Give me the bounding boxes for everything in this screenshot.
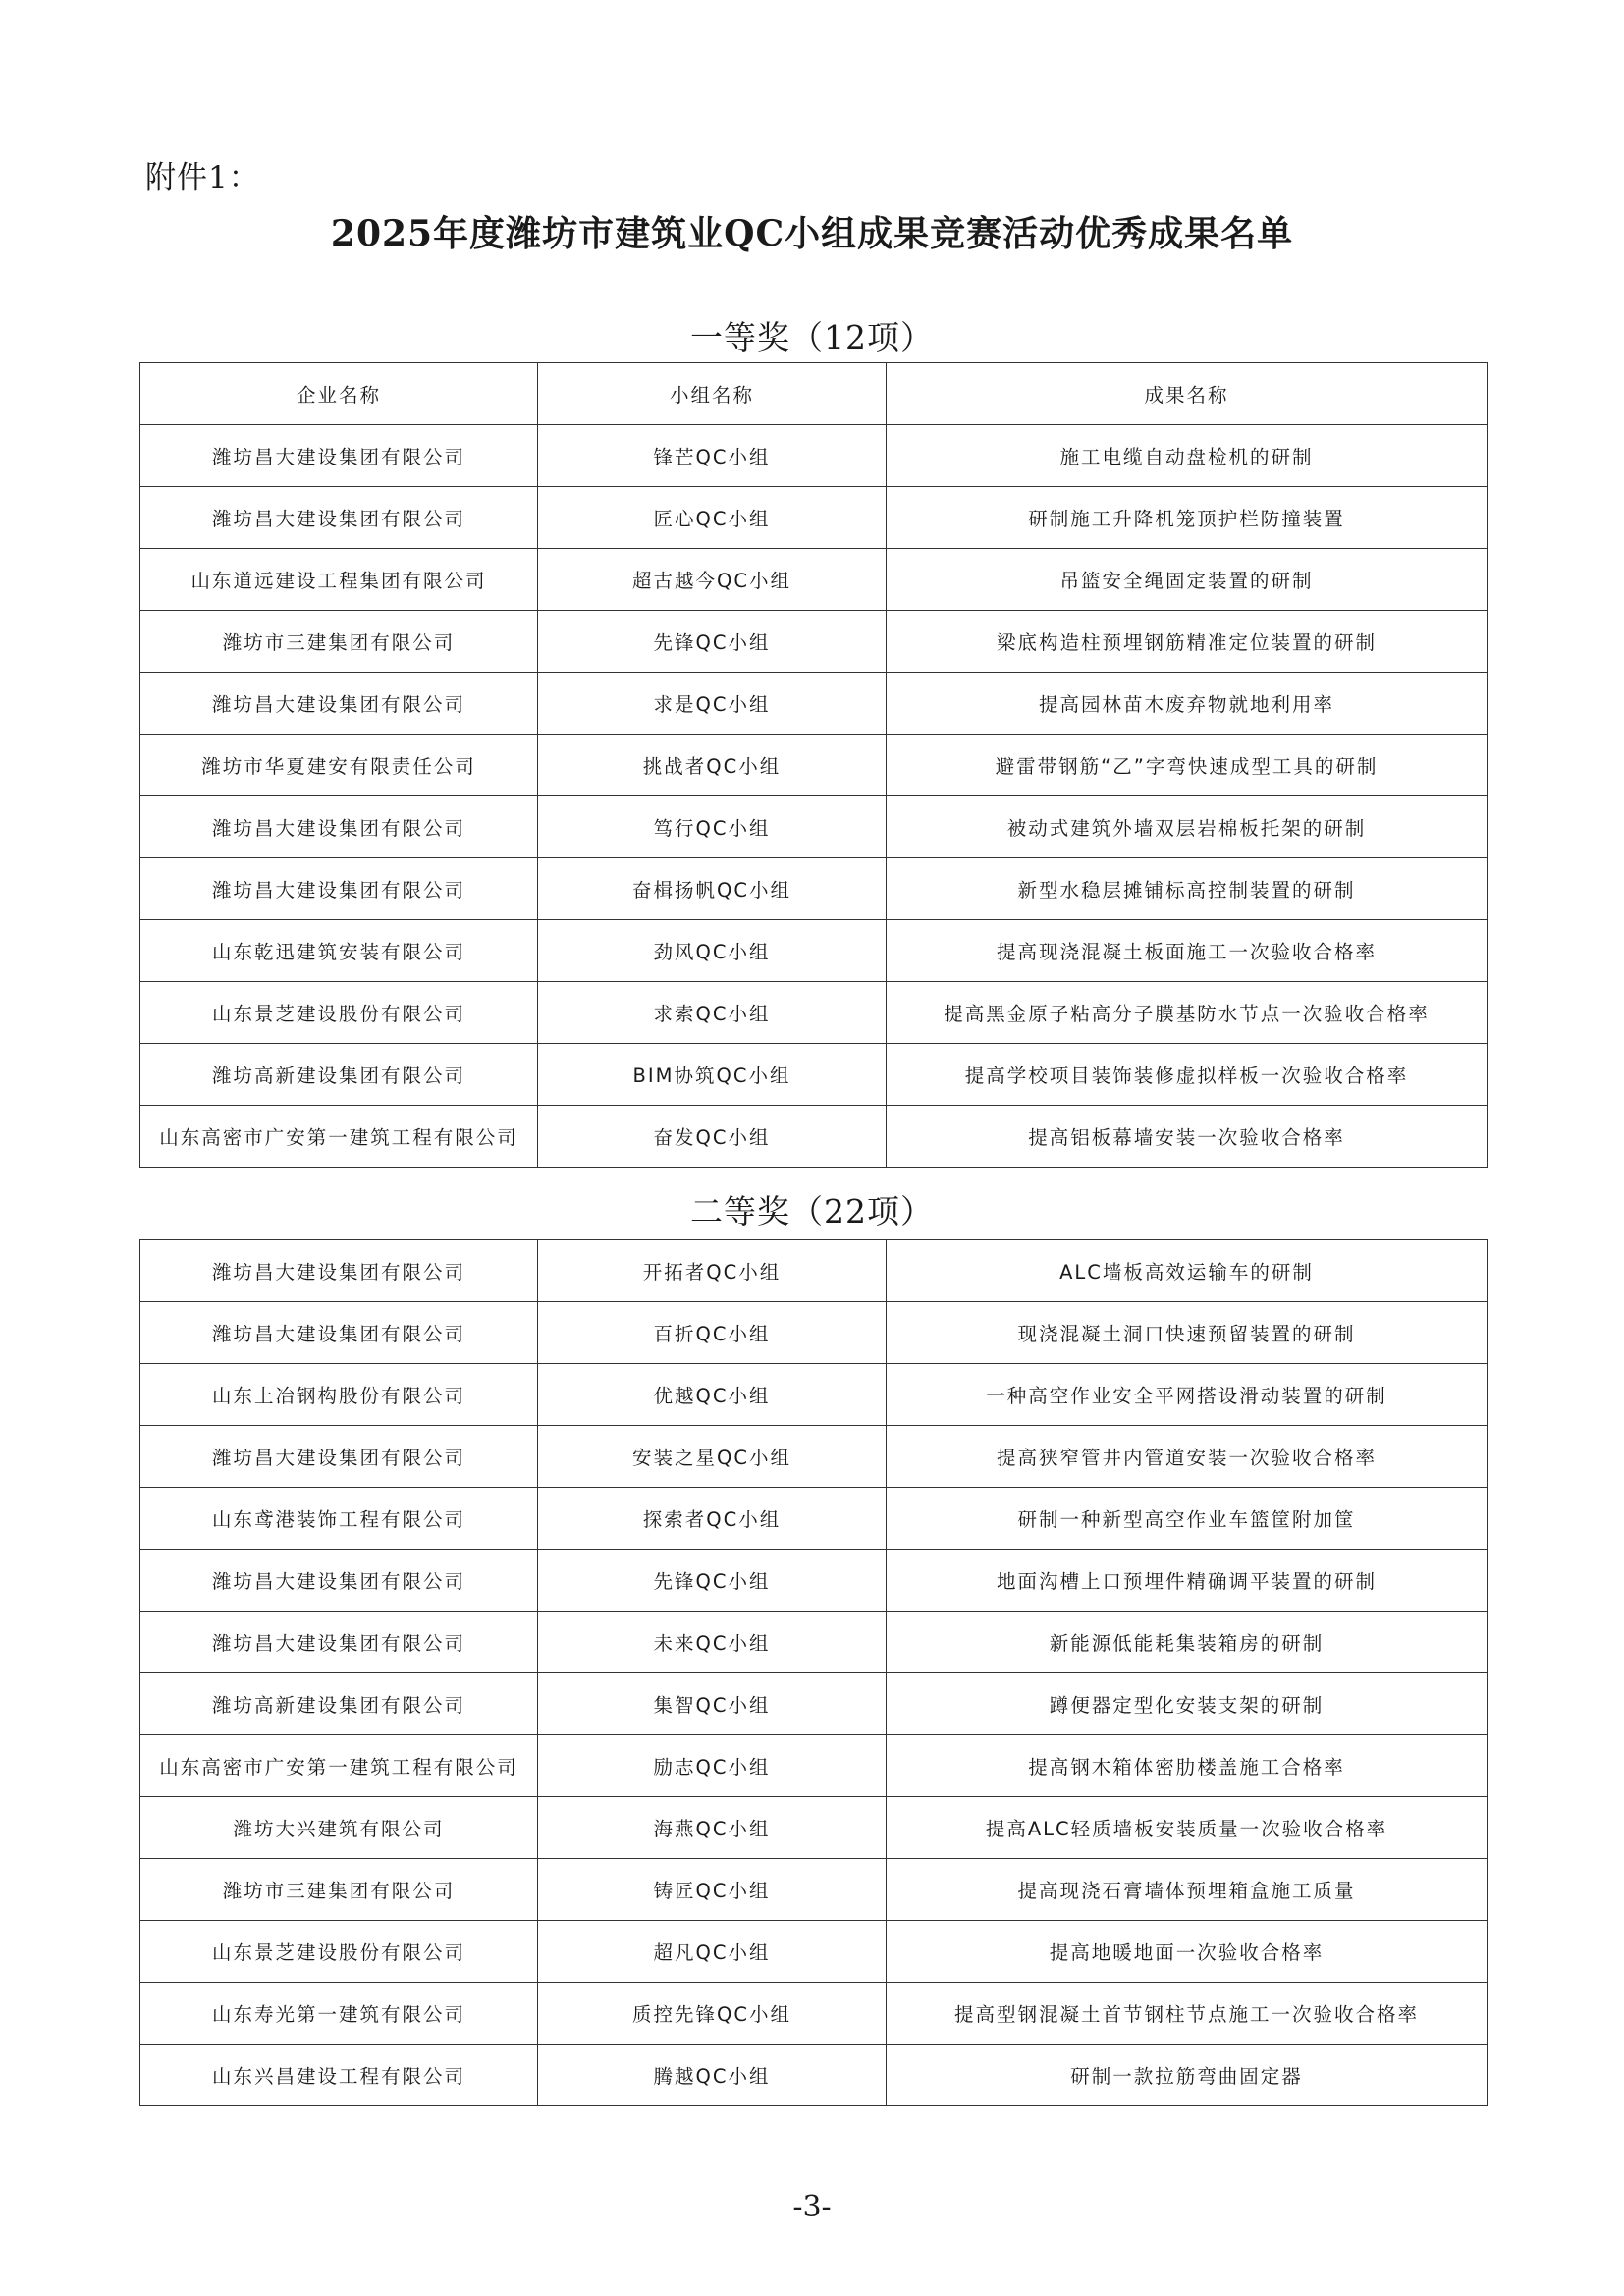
header-company: 企业名称 bbox=[140, 363, 538, 425]
cell-company: 山东景芝建设股份有限公司 bbox=[140, 1921, 538, 1983]
table-header-row bbox=[140, 363, 1488, 425]
cell-company: 潍坊昌大建设集团有限公司 bbox=[140, 673, 538, 735]
cell-group: 笃行QC小组 bbox=[538, 796, 887, 858]
first-prize-heading: 一等奖（12项） bbox=[690, 318, 934, 356]
table-row bbox=[140, 982, 1488, 1044]
cell-result: 提高现浇石膏墙体预埋箱盒施工质量 bbox=[887, 1859, 1488, 1921]
table-row bbox=[140, 1921, 1488, 1983]
table-row bbox=[140, 1735, 1488, 1797]
table-row bbox=[140, 858, 1488, 920]
table-row bbox=[140, 1488, 1488, 1550]
cell-company: 潍坊高新建设集团有限公司 bbox=[140, 1044, 538, 1106]
table-row bbox=[140, 1240, 1488, 1302]
second-prize-table bbox=[139, 1239, 1488, 2106]
cell-group: 劲风QC小组 bbox=[538, 920, 887, 982]
table-row bbox=[140, 796, 1488, 858]
cell-group: 锋芒QC小组 bbox=[538, 425, 887, 487]
cell-result: 一种高空作业安全平网搭设滑动装置的研制 bbox=[887, 1364, 1488, 1426]
table-row bbox=[140, 1983, 1488, 2045]
attachment-label: 附件1： bbox=[145, 160, 260, 195]
cell-group: 奋楫扬帆QC小组 bbox=[538, 858, 887, 920]
cell-company: 潍坊昌大建设集团有限公司 bbox=[140, 1240, 538, 1302]
table-row bbox=[140, 611, 1488, 673]
table-row bbox=[140, 549, 1488, 611]
cell-group: 开拓者QC小组 bbox=[538, 1240, 887, 1302]
cell-result: 提高钢木箱体密肋楼盖施工合格率 bbox=[887, 1735, 1488, 1797]
cell-company: 潍坊昌大建设集团有限公司 bbox=[140, 858, 538, 920]
cell-result: ALC墙板高效运输车的研制 bbox=[887, 1240, 1488, 1302]
table-row bbox=[140, 1550, 1488, 1612]
cell-result: 提高现浇混凝土板面施工一次验收合格率 bbox=[887, 920, 1488, 982]
cell-result: 提高型钢混凝土首节钢柱节点施工一次验收合格率 bbox=[887, 1983, 1488, 2045]
cell-result: 地面沟槽上口预埋件精确调平装置的研制 bbox=[887, 1550, 1488, 1612]
cell-group: 未来QC小组 bbox=[538, 1612, 887, 1673]
cell-company: 潍坊市三建集团有限公司 bbox=[140, 1859, 538, 1921]
cell-company: 山东上冶钢构股份有限公司 bbox=[140, 1364, 538, 1426]
cell-group: 励志QC小组 bbox=[538, 1735, 887, 1797]
table-row bbox=[140, 487, 1488, 549]
document-title: 2025年度潍坊市建筑业QC小组成果竞赛活动优秀成果名单 bbox=[330, 213, 1294, 254]
cell-result: 提高学校项目装饰装修虚拟样板一次验收合格率 bbox=[887, 1044, 1488, 1106]
cell-group: 腾越QC小组 bbox=[538, 2045, 887, 2106]
cell-group: 匠心QC小组 bbox=[538, 487, 887, 549]
cell-group: 先锋QC小组 bbox=[538, 611, 887, 673]
cell-result: 梁底构造柱预埋钢筋精准定位装置的研制 bbox=[887, 611, 1488, 673]
table-row bbox=[140, 1426, 1488, 1488]
cell-company: 潍坊市华夏建安有限责任公司 bbox=[140, 735, 538, 796]
cell-result: 蹲便器定型化安装支架的研制 bbox=[887, 1673, 1488, 1735]
table-row bbox=[140, 1106, 1488, 1168]
cell-group: 奋发QC小组 bbox=[538, 1106, 887, 1168]
table-row bbox=[140, 1044, 1488, 1106]
table-row bbox=[140, 1364, 1488, 1426]
cell-company: 山东兴昌建设工程有限公司 bbox=[140, 2045, 538, 2106]
page-number: -3- bbox=[792, 2190, 832, 2224]
cell-group: BIM协筑QC小组 bbox=[538, 1044, 887, 1106]
cell-group: 百折QC小组 bbox=[538, 1302, 887, 1364]
table-row bbox=[140, 735, 1488, 796]
second-prize-heading: 二等奖（22项） bbox=[690, 1192, 934, 1230]
cell-result: 研制施工升降机笼顶护栏防撞装置 bbox=[887, 487, 1488, 549]
cell-company: 潍坊昌大建设集团有限公司 bbox=[140, 1426, 538, 1488]
cell-company: 山东高密市广安第一建筑工程有限公司 bbox=[140, 1106, 538, 1168]
cell-result: 提高铝板幕墙安装一次验收合格率 bbox=[887, 1106, 1488, 1168]
cell-result: 新能源低能耗集装箱房的研制 bbox=[887, 1612, 1488, 1673]
cell-company: 山东鸢港装饰工程有限公司 bbox=[140, 1488, 538, 1550]
cell-group: 求索QC小组 bbox=[538, 982, 887, 1044]
cell-company: 山东乾迅建筑安装有限公司 bbox=[140, 920, 538, 982]
cell-group: 安装之星QC小组 bbox=[538, 1426, 887, 1488]
header-result: 成果名称 bbox=[887, 363, 1488, 425]
table-row bbox=[140, 920, 1488, 982]
cell-company: 山东高密市广安第一建筑工程有限公司 bbox=[140, 1735, 538, 1797]
cell-result: 避雷带钢筋“乙”字弯快速成型工具的研制 bbox=[887, 735, 1488, 796]
table-row bbox=[140, 1797, 1488, 1859]
cell-group: 求是QC小组 bbox=[538, 673, 887, 735]
cell-company: 潍坊昌大建设集团有限公司 bbox=[140, 1550, 538, 1612]
cell-company: 潍坊大兴建筑有限公司 bbox=[140, 1797, 538, 1859]
cell-company: 潍坊昌大建设集团有限公司 bbox=[140, 796, 538, 858]
cell-company: 潍坊昌大建设集团有限公司 bbox=[140, 425, 538, 487]
cell-group: 探索者QC小组 bbox=[538, 1488, 887, 1550]
cell-result: 施工电缆自动盘检机的研制 bbox=[887, 425, 1488, 487]
cell-result: 现浇混凝土洞口快速预留装置的研制 bbox=[887, 1302, 1488, 1364]
first-prize-body bbox=[140, 363, 1488, 1168]
first-prize-table bbox=[139, 362, 1488, 1168]
cell-result: 吊篮安全绳固定装置的研制 bbox=[887, 549, 1488, 611]
cell-group: 优越QC小组 bbox=[538, 1364, 887, 1426]
cell-result: 提高园林苗木废弃物就地利用率 bbox=[887, 673, 1488, 735]
cell-group: 超古越今QC小组 bbox=[538, 549, 887, 611]
cell-company: 山东道远建设工程集团有限公司 bbox=[140, 549, 538, 611]
cell-company: 潍坊高新建设集团有限公司 bbox=[140, 1673, 538, 1735]
cell-group: 超凡QC小组 bbox=[538, 1921, 887, 1983]
table-row bbox=[140, 425, 1488, 487]
cell-company: 潍坊昌大建设集团有限公司 bbox=[140, 1612, 538, 1673]
second-prize-body bbox=[140, 1240, 1488, 2106]
table-row bbox=[140, 2045, 1488, 2106]
table-row bbox=[140, 1859, 1488, 1921]
cell-company: 潍坊市三建集团有限公司 bbox=[140, 611, 538, 673]
cell-result: 提高地暖地面一次验收合格率 bbox=[887, 1921, 1488, 1983]
cell-group: 海燕QC小组 bbox=[538, 1797, 887, 1859]
cell-company: 潍坊昌大建设集团有限公司 bbox=[140, 1302, 538, 1364]
table-row bbox=[140, 1302, 1488, 1364]
cell-group: 集智QC小组 bbox=[538, 1673, 887, 1735]
cell-company: 山东景芝建设股份有限公司 bbox=[140, 982, 538, 1044]
cell-result: 提高狭窄管井内管道安装一次验收合格率 bbox=[887, 1426, 1488, 1488]
cell-result: 提高ALC轻质墙板安装质量一次验收合格率 bbox=[887, 1797, 1488, 1859]
table-row bbox=[140, 673, 1488, 735]
cell-group: 先锋QC小组 bbox=[538, 1550, 887, 1612]
cell-result: 研制一款拉筋弯曲固定器 bbox=[887, 2045, 1488, 2106]
cell-result: 新型水稳层摊铺标高控制装置的研制 bbox=[887, 858, 1488, 920]
cell-company: 潍坊昌大建设集团有限公司 bbox=[140, 487, 538, 549]
cell-group: 挑战者QC小组 bbox=[538, 735, 887, 796]
table-row bbox=[140, 1673, 1488, 1735]
cell-result: 被动式建筑外墙双层岩棉板托架的研制 bbox=[887, 796, 1488, 858]
header-group: 小组名称 bbox=[538, 363, 887, 425]
cell-result: 研制一种新型高空作业车篮筐附加筐 bbox=[887, 1488, 1488, 1550]
cell-group: 铸匠QC小组 bbox=[538, 1859, 887, 1921]
cell-company: 山东寿光第一建筑有限公司 bbox=[140, 1983, 538, 2045]
cell-result: 提高黑金原子粘高分子膜基防水节点一次验收合格率 bbox=[887, 982, 1488, 1044]
cell-group: 质控先锋QC小组 bbox=[538, 1983, 887, 2045]
table-row bbox=[140, 1612, 1488, 1673]
